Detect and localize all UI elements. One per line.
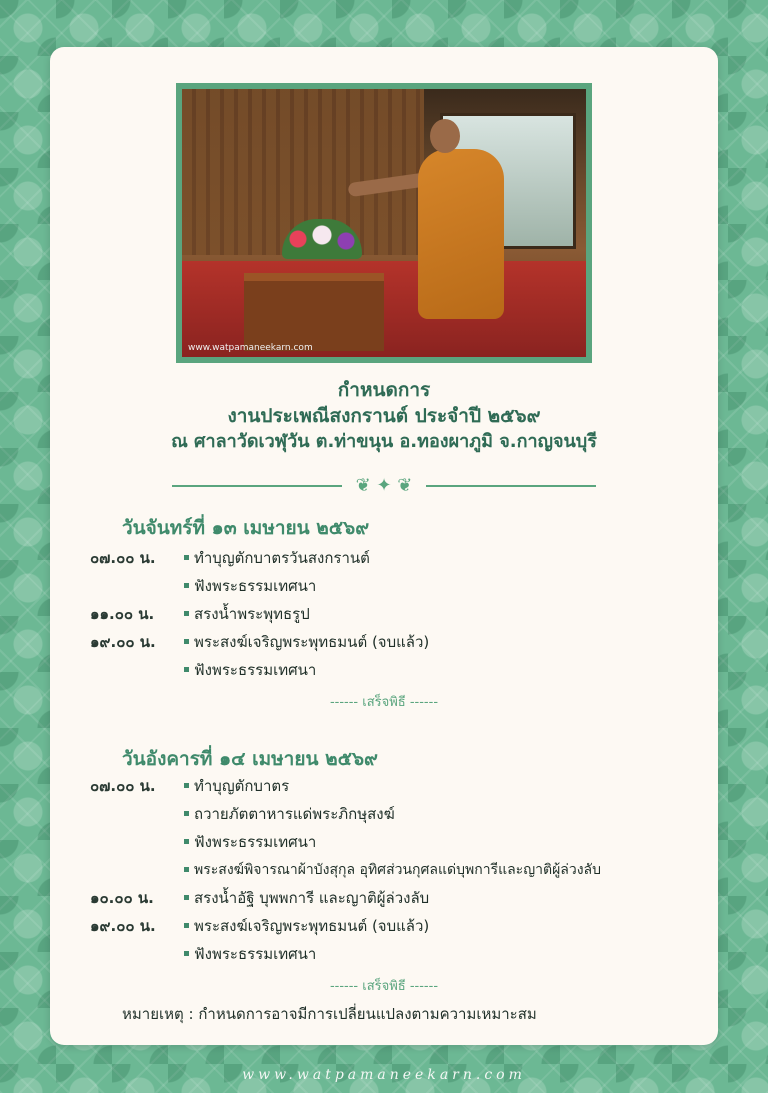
day1-end-marker: ------ เสร็จพิธี ------ (329, 695, 439, 710)
page-subtitle: งานประเพณีสงกรานต์ ประจำปี ๒๕๖๙ (227, 405, 541, 427)
schedule-row (90, 544, 710, 572)
row-text: ถวายภัตตาหารแด่พระภิกษุสงฆ์ (194, 805, 395, 823)
bullet-icon (184, 783, 189, 788)
ceremony-photo (182, 89, 586, 357)
photo-watermark: www.watpamaneekarn.com (188, 343, 313, 353)
row-text: ฟังพระธรรมเทศนา (194, 577, 317, 595)
day1-heading: วันจันทร์ที่ ๑๓ เมษายน ๒๕๖๙ (122, 517, 370, 539)
schedule-card (50, 47, 718, 1045)
row-time: ๑๐.๐๐ น. (90, 889, 154, 907)
schedule-row (90, 628, 710, 656)
schedule-row (90, 912, 710, 940)
bullet-icon (184, 583, 189, 588)
row-time: ๐๗.๐๐ น. (90, 777, 156, 795)
ornament-icon: ❦ ✦ ❦ (355, 475, 413, 496)
day2-end-marker: ------ เสร็จพิธี ------ (329, 979, 439, 994)
page-title: กำหนดการ (337, 379, 431, 401)
row-time: ๐๗.๐๐ น. (90, 549, 156, 567)
schedule-row (90, 772, 710, 800)
row-time: ๑๑.๐๐ น. (90, 605, 155, 623)
ornament-divider (172, 476, 596, 496)
photo-frame (176, 83, 592, 363)
row-text: สรงน้ำพระพุทธรูป (194, 605, 310, 623)
schedule-row (90, 856, 710, 884)
schedule-row (90, 940, 710, 968)
row-text: ฟังพระธรรมเทศนา (194, 945, 317, 963)
photo-monk (418, 119, 508, 319)
venue-line: ณ ศาลาวัดเวฬุวัน ต.ท่าขนุน อ.ทองผาภูมิ จ.กาญจนบุรี (171, 431, 597, 452)
row-time: ๑๙.๐๐ น. (90, 633, 156, 651)
schedule-row (90, 600, 710, 628)
schedule-row (90, 656, 710, 684)
header (50, 377, 718, 455)
row-text: พระสงฆ์เจริญพระพุทธมนต์ (จบแล้ว) (194, 633, 430, 651)
photo-table (244, 273, 384, 351)
bullet-icon (184, 611, 189, 616)
schedule-row (90, 572, 710, 600)
row-text: พระสงฆ์พิจารณาผ้าบังสุกุล อุทิศส่วนกุศลแด่บุพการีและญาติผู้ล่วงลับ (194, 862, 602, 878)
schedule-row (90, 828, 710, 856)
row-text: ทำบุญตักบาตร (194, 777, 290, 795)
row-text: ฟังพระธรรมเทศนา (194, 661, 317, 679)
bullet-icon (184, 923, 189, 928)
day2-heading: วันอังคารที่ ๑๔ เมษายน ๒๕๖๙ (122, 748, 378, 770)
bullet-icon (184, 667, 189, 672)
row-text: พระสงฆ์เจริญพระพุทธมนต์ (จบแล้ว) (194, 917, 430, 935)
row-time: ๑๙.๐๐ น. (90, 917, 156, 935)
footer-website: www.watpamaneekarn.com (242, 1067, 526, 1083)
bullet-icon (184, 839, 189, 844)
remark-note: หมายเหตุ : กำหนดการอาจมีการเปลี่ยนแปลงตามความเหมาะสม (122, 1005, 537, 1023)
bullet-icon (184, 951, 189, 956)
bullet-icon (184, 555, 189, 560)
schedule-row (90, 800, 710, 828)
row-text: ทำบุญตักบาตรวันสงกรานต์ (194, 549, 370, 567)
schedule-row (90, 884, 710, 912)
bullet-icon (184, 639, 189, 644)
bullet-icon (184, 895, 189, 900)
bullet-icon (184, 867, 189, 872)
row-text: ฟังพระธรรมเทศนา (194, 833, 317, 851)
bullet-icon (184, 811, 189, 816)
row-text: สรงน้ำอัฐิ บุพพการี และญาติผู้ล่วงลับ (194, 889, 430, 907)
